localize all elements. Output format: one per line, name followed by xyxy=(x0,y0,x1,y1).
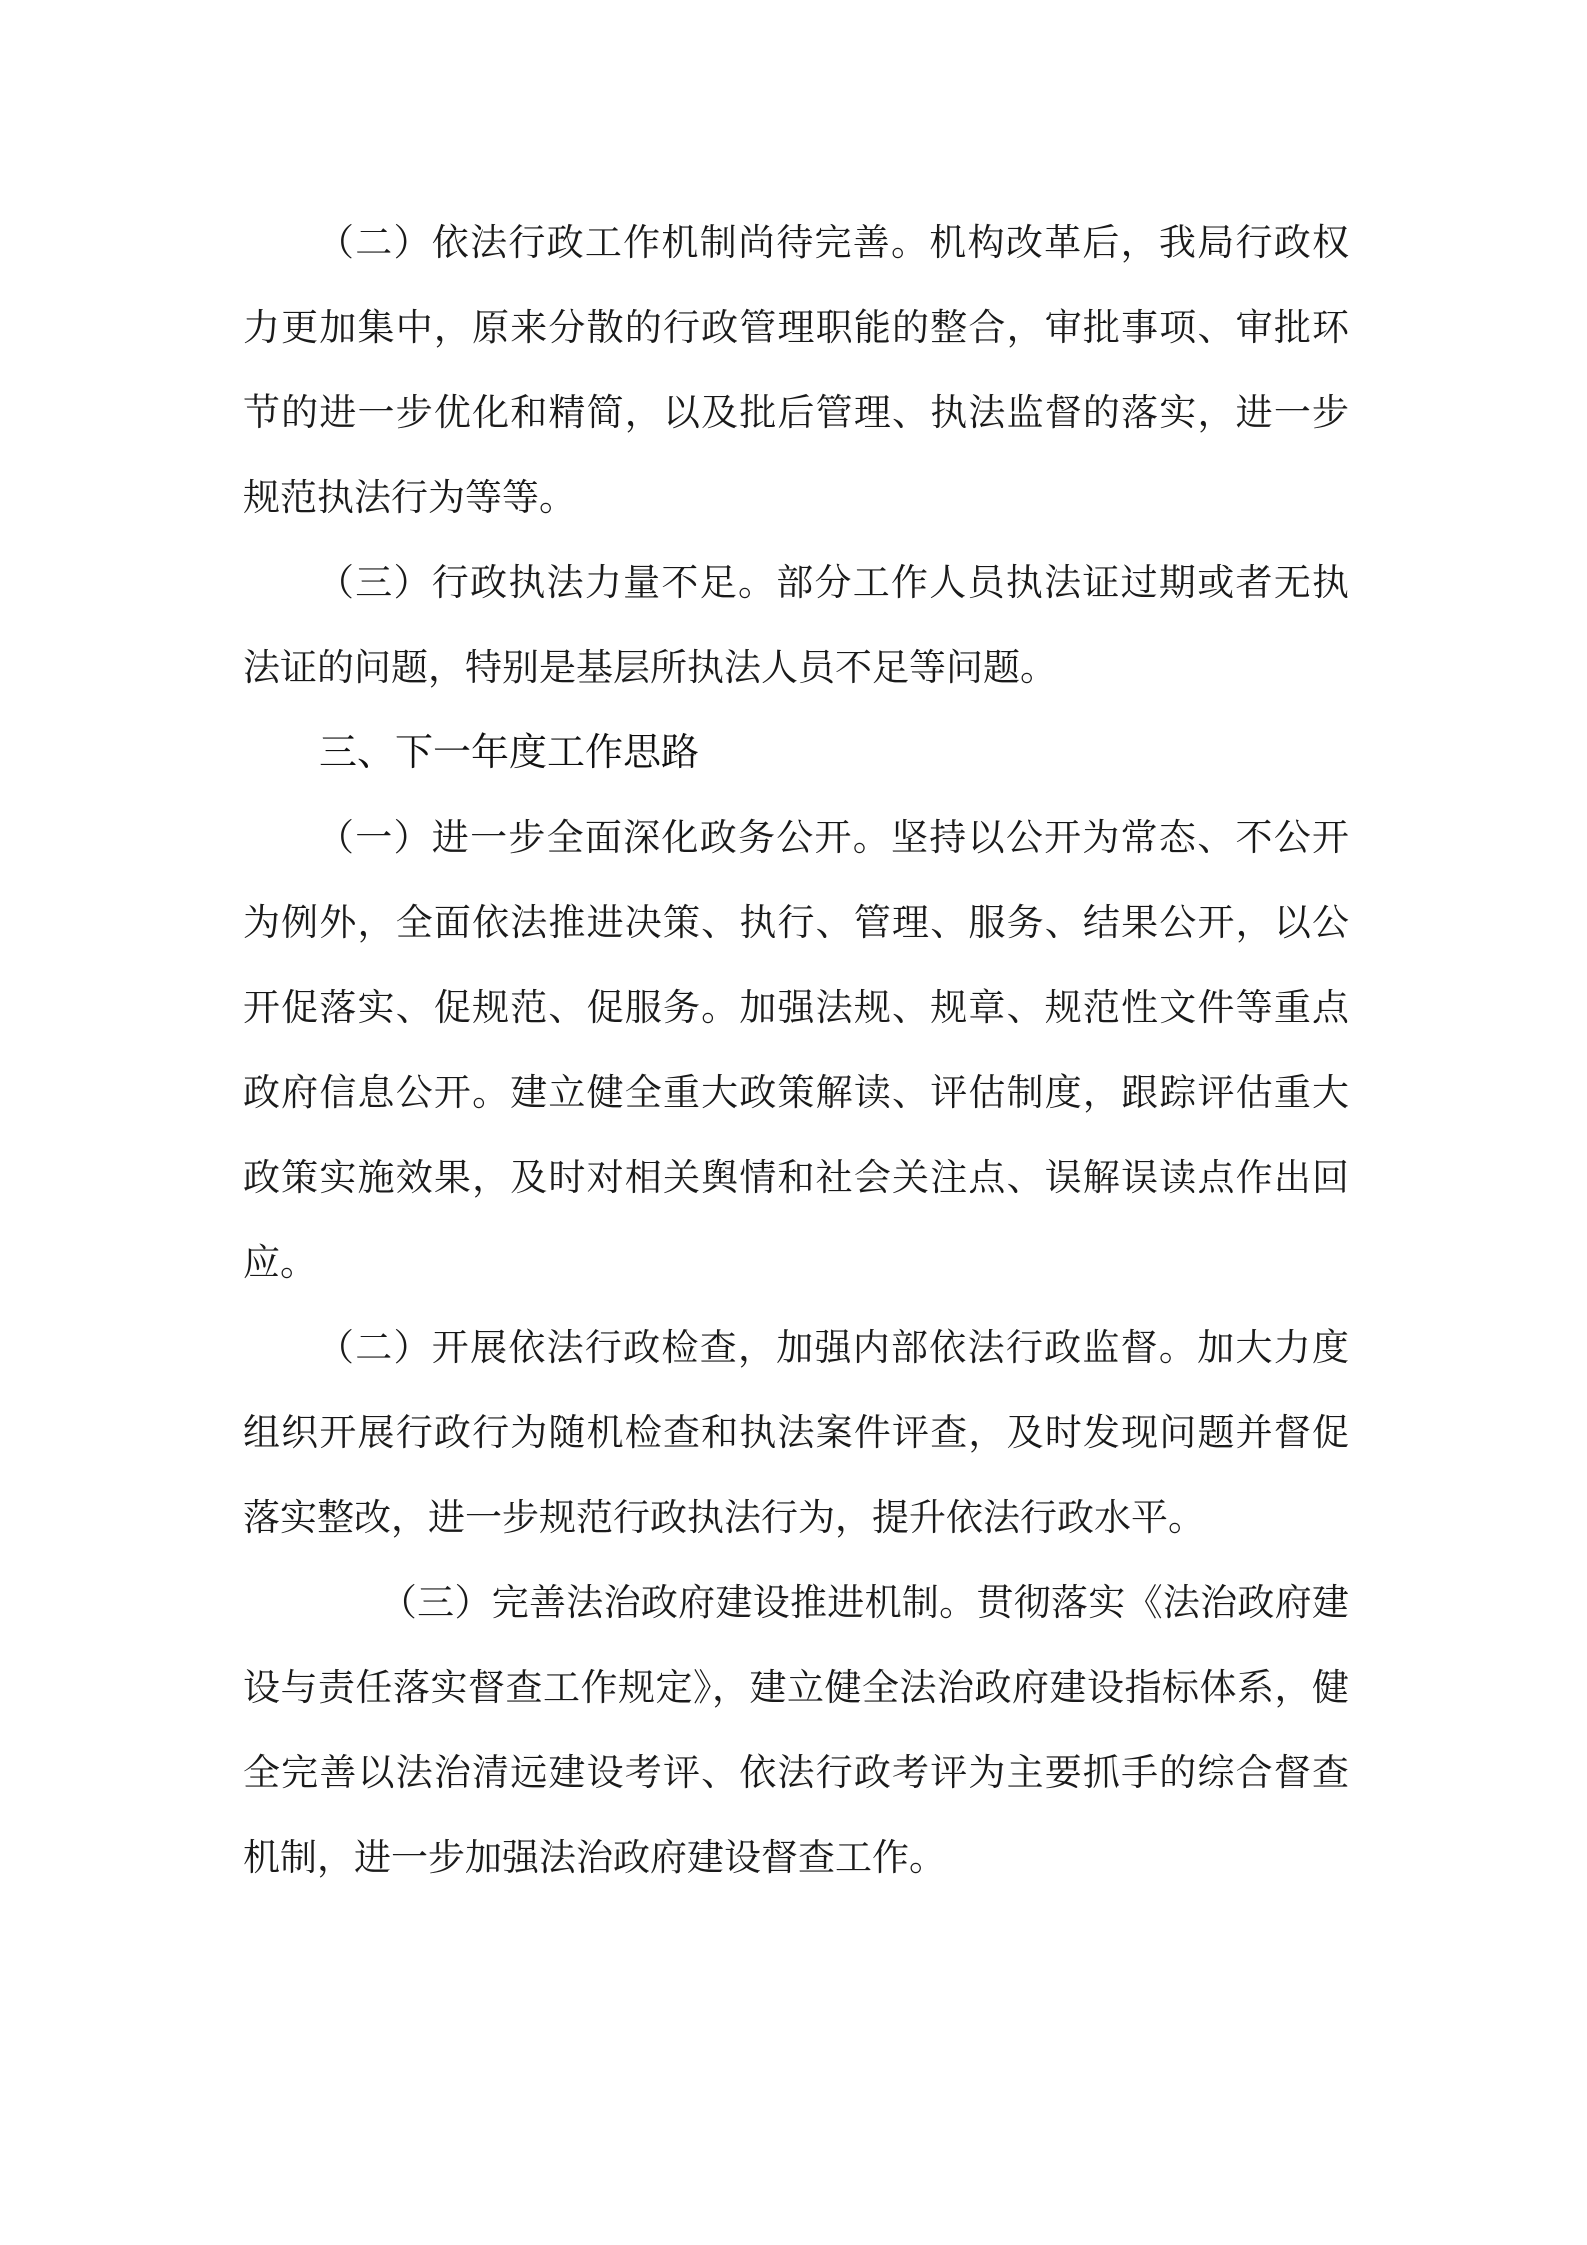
paragraph-inspection: （二）开展依法行政检查，加强内部依法行政监督。加大力度组织开展行政行为随机检查和执法案件评查，及时发现问题并督促落实整改，进一步规范行政执法行为，提升依法行政水平。 xyxy=(243,1326,1349,1539)
document-body xyxy=(243,200,1349,1900)
paragraph-mechanism: （二）依法行政工作机制尚待完善。机构改革后，我局行政权力更加集中，原来分散的行政管理职能的整合，审批事项、审批环节的进一步优化和精简，以及批后管理、执法监督的落实，进一步规范执法行为等等。 xyxy=(243,221,1349,519)
paragraph-government-affairs: （一）进一步全面深化政务公开。坚持以公开为常态、不公开为例外，全面依法推进决策、执行、管理、服务、结果公开，以公开促落实、促规范、促服务。加强法规、规章、规范性文件等重点政府信息公开。建立健全重大政策解读、评估制度，跟踪评估重大政策实施效果，及时对相关舆情和社会关注点、误解误读点作出回应。 xyxy=(243,816,1349,1284)
section-heading: 三、下一年度工作思路 xyxy=(319,730,700,774)
paragraph-enforcement-staff: （三）行政执法力量不足。部分工作人员执法证过期或者无执法证的问题，特别是基层所执法人员不足等问题。 xyxy=(243,561,1349,689)
paragraph-rule-of-law: （三）完善法治政府建设推进机制。贯彻落实《法治政府建设与责任落实督查工作规定》，建立健全法治政府建设指标体系，健全完善以法治清远建设考评、依法行政考评为主要抓手的综合督查机制，进一步加强法治政府建设督查工作。 xyxy=(243,1581,1349,1879)
